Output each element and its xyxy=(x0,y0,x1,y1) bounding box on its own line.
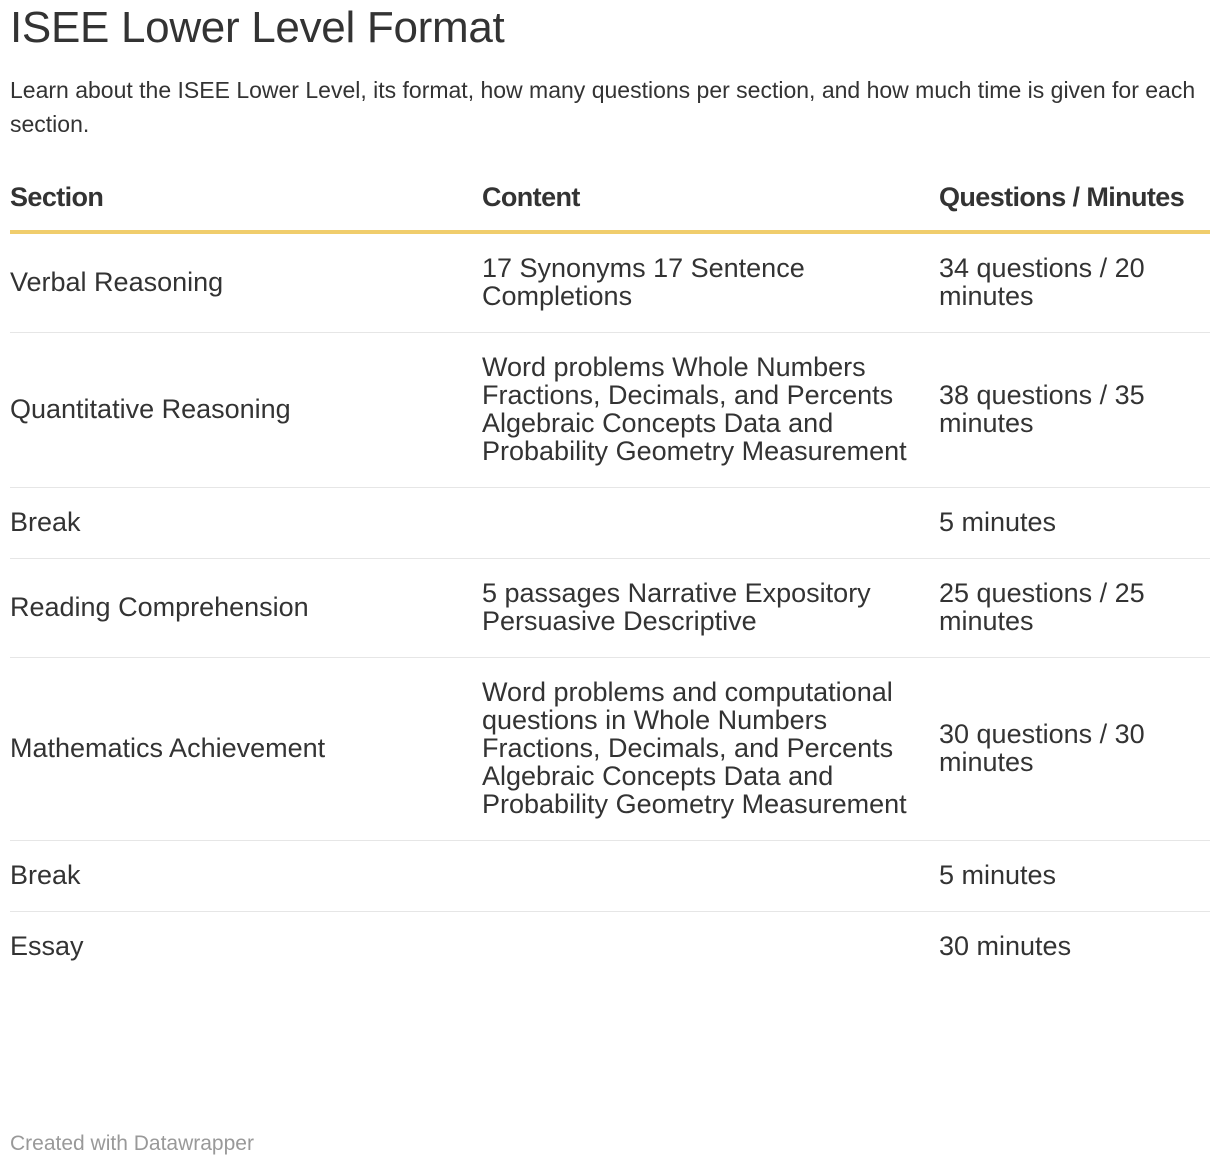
table-row xyxy=(10,559,1210,658)
cell-section: Break xyxy=(10,488,482,559)
cell-section: Mathematics Achievement xyxy=(10,658,482,841)
cell-content xyxy=(482,488,939,559)
cell-content: Word problems and computational questions in Whole Numbers Fractions, Decimals, and Percents Algebraic Concepts Data and Probability Geometry Measurement xyxy=(482,658,939,841)
column-header-content[interactable]: Content xyxy=(482,181,939,232)
cell-questions: 5 minutes xyxy=(939,488,1210,559)
datawrapper-credit[interactable]: Created with Datawrapper xyxy=(10,1132,254,1155)
cell-content xyxy=(482,912,939,983)
page-description: Learn about the ISEE Lower Level, its format, how many questions per section, and how much time is given for each section. xyxy=(10,77,1196,137)
cell-section: Quantitative Reasoning xyxy=(10,333,482,488)
cell-content: Word problems Whole Numbers Fractions, Decimals, and Percents Algebraic Concepts Data and Probability Geometry Measurement xyxy=(482,333,939,488)
cell-section: Reading Comprehension xyxy=(10,559,482,658)
table-row xyxy=(10,488,1210,559)
table-row xyxy=(10,232,1210,333)
cell-content: 17 Synonyms 17 Sentence Completions xyxy=(482,232,939,333)
column-header-section[interactable]: Section xyxy=(10,181,482,232)
cell-content xyxy=(482,841,939,912)
cell-section: Verbal Reasoning xyxy=(10,232,482,333)
cell-content: 5 passages Narrative Expository Persuasive Descriptive xyxy=(482,559,939,658)
table-row xyxy=(10,841,1210,912)
cell-section: Essay xyxy=(10,931,84,961)
cell-questions: 5 minutes xyxy=(939,841,1210,912)
cell-questions: 25 questions / 25 minutes xyxy=(939,559,1210,658)
table-row xyxy=(10,658,1210,841)
page-title: ISEE Lower Level Format xyxy=(10,3,505,52)
cell-questions: 34 questions / 20 minutes xyxy=(939,232,1210,333)
cell-section: Break xyxy=(10,841,482,912)
table-header-row xyxy=(10,181,1210,232)
table-row xyxy=(10,333,1210,488)
cell-questions: 30 minutes xyxy=(939,931,1072,961)
column-header-questions-minutes[interactable]: Questions / Minutes xyxy=(939,181,1210,232)
cell-questions: 38 questions / 35 minutes xyxy=(939,333,1210,488)
format-table xyxy=(10,181,1210,982)
page xyxy=(10,0,1210,1155)
table-row xyxy=(10,912,1210,983)
cell-questions: 30 questions / 30 minutes xyxy=(939,658,1210,841)
